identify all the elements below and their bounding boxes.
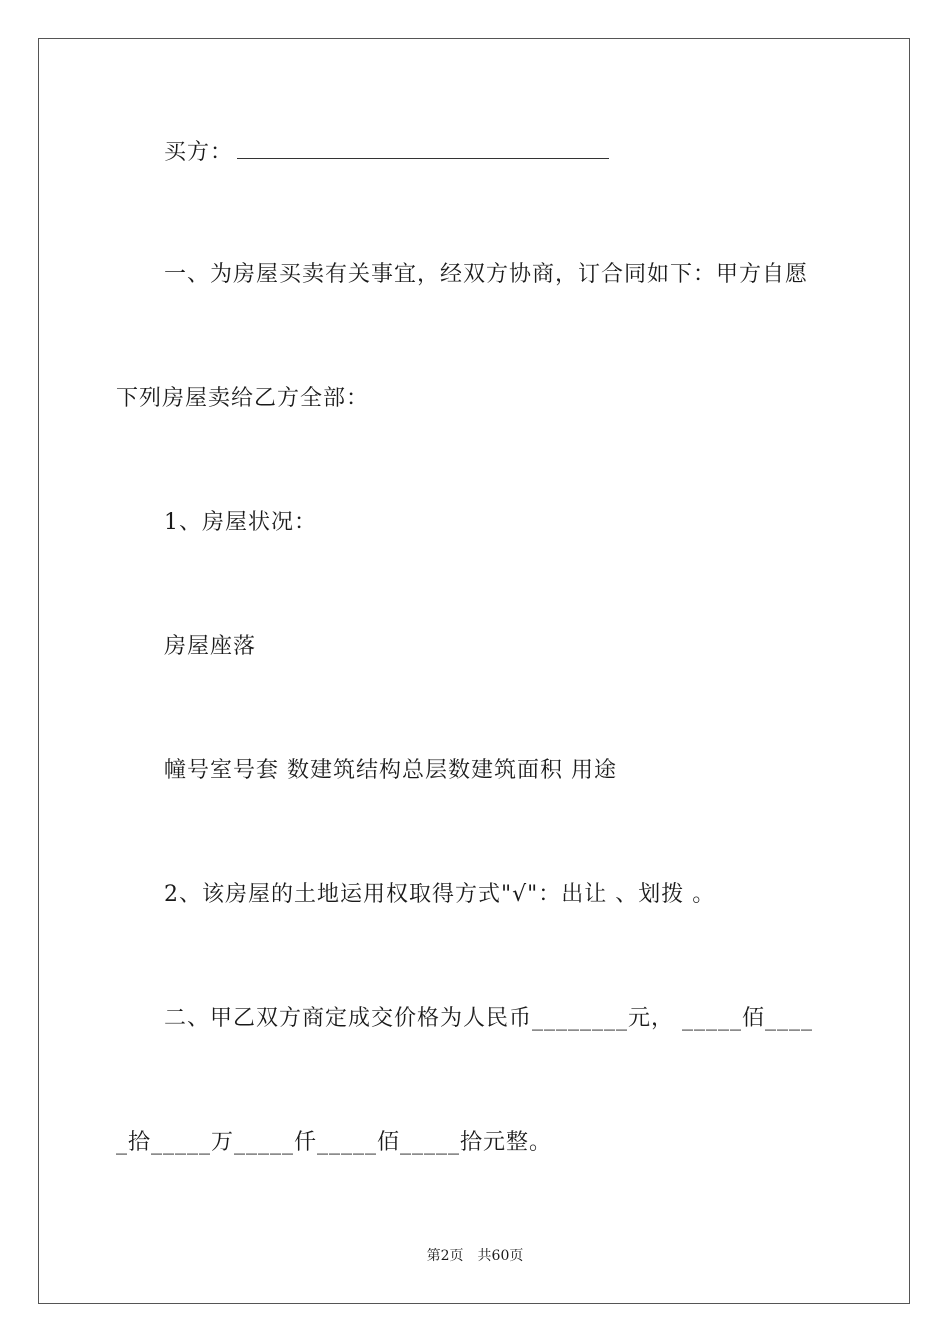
buyer-label: 买方： [164,140,234,165]
item-1-heading: 1、房屋状况： [164,510,317,535]
buyer-line [164,136,609,168]
item-2-text: 2、该房屋的土地运用权取得方式"√"：出让 、划拨 。 [164,882,716,907]
clause-2-continuation: _拾_____万_____仟_____佰_____拾元整。 [116,1130,553,1155]
clause-2-text: 二、甲乙双方商定成交价格为人民币________元， _____佰____ [164,1006,813,1031]
clause-1-text: 一、为房屋买卖有关事宜，经双方协商，订合同如下：甲方自愿 [164,262,809,287]
buyer-blank-field[interactable] [237,136,609,159]
clause-1-continuation: 下列房屋卖给乙方全部： [116,386,370,411]
page-border [38,38,910,1304]
page-footer: 第2页 共60页 [426,1248,524,1264]
house-fields-row: 幢号室号套 数建筑结构总层数建筑面积 用途 [164,758,617,783]
house-location-label: 房屋座落 [164,634,257,659]
